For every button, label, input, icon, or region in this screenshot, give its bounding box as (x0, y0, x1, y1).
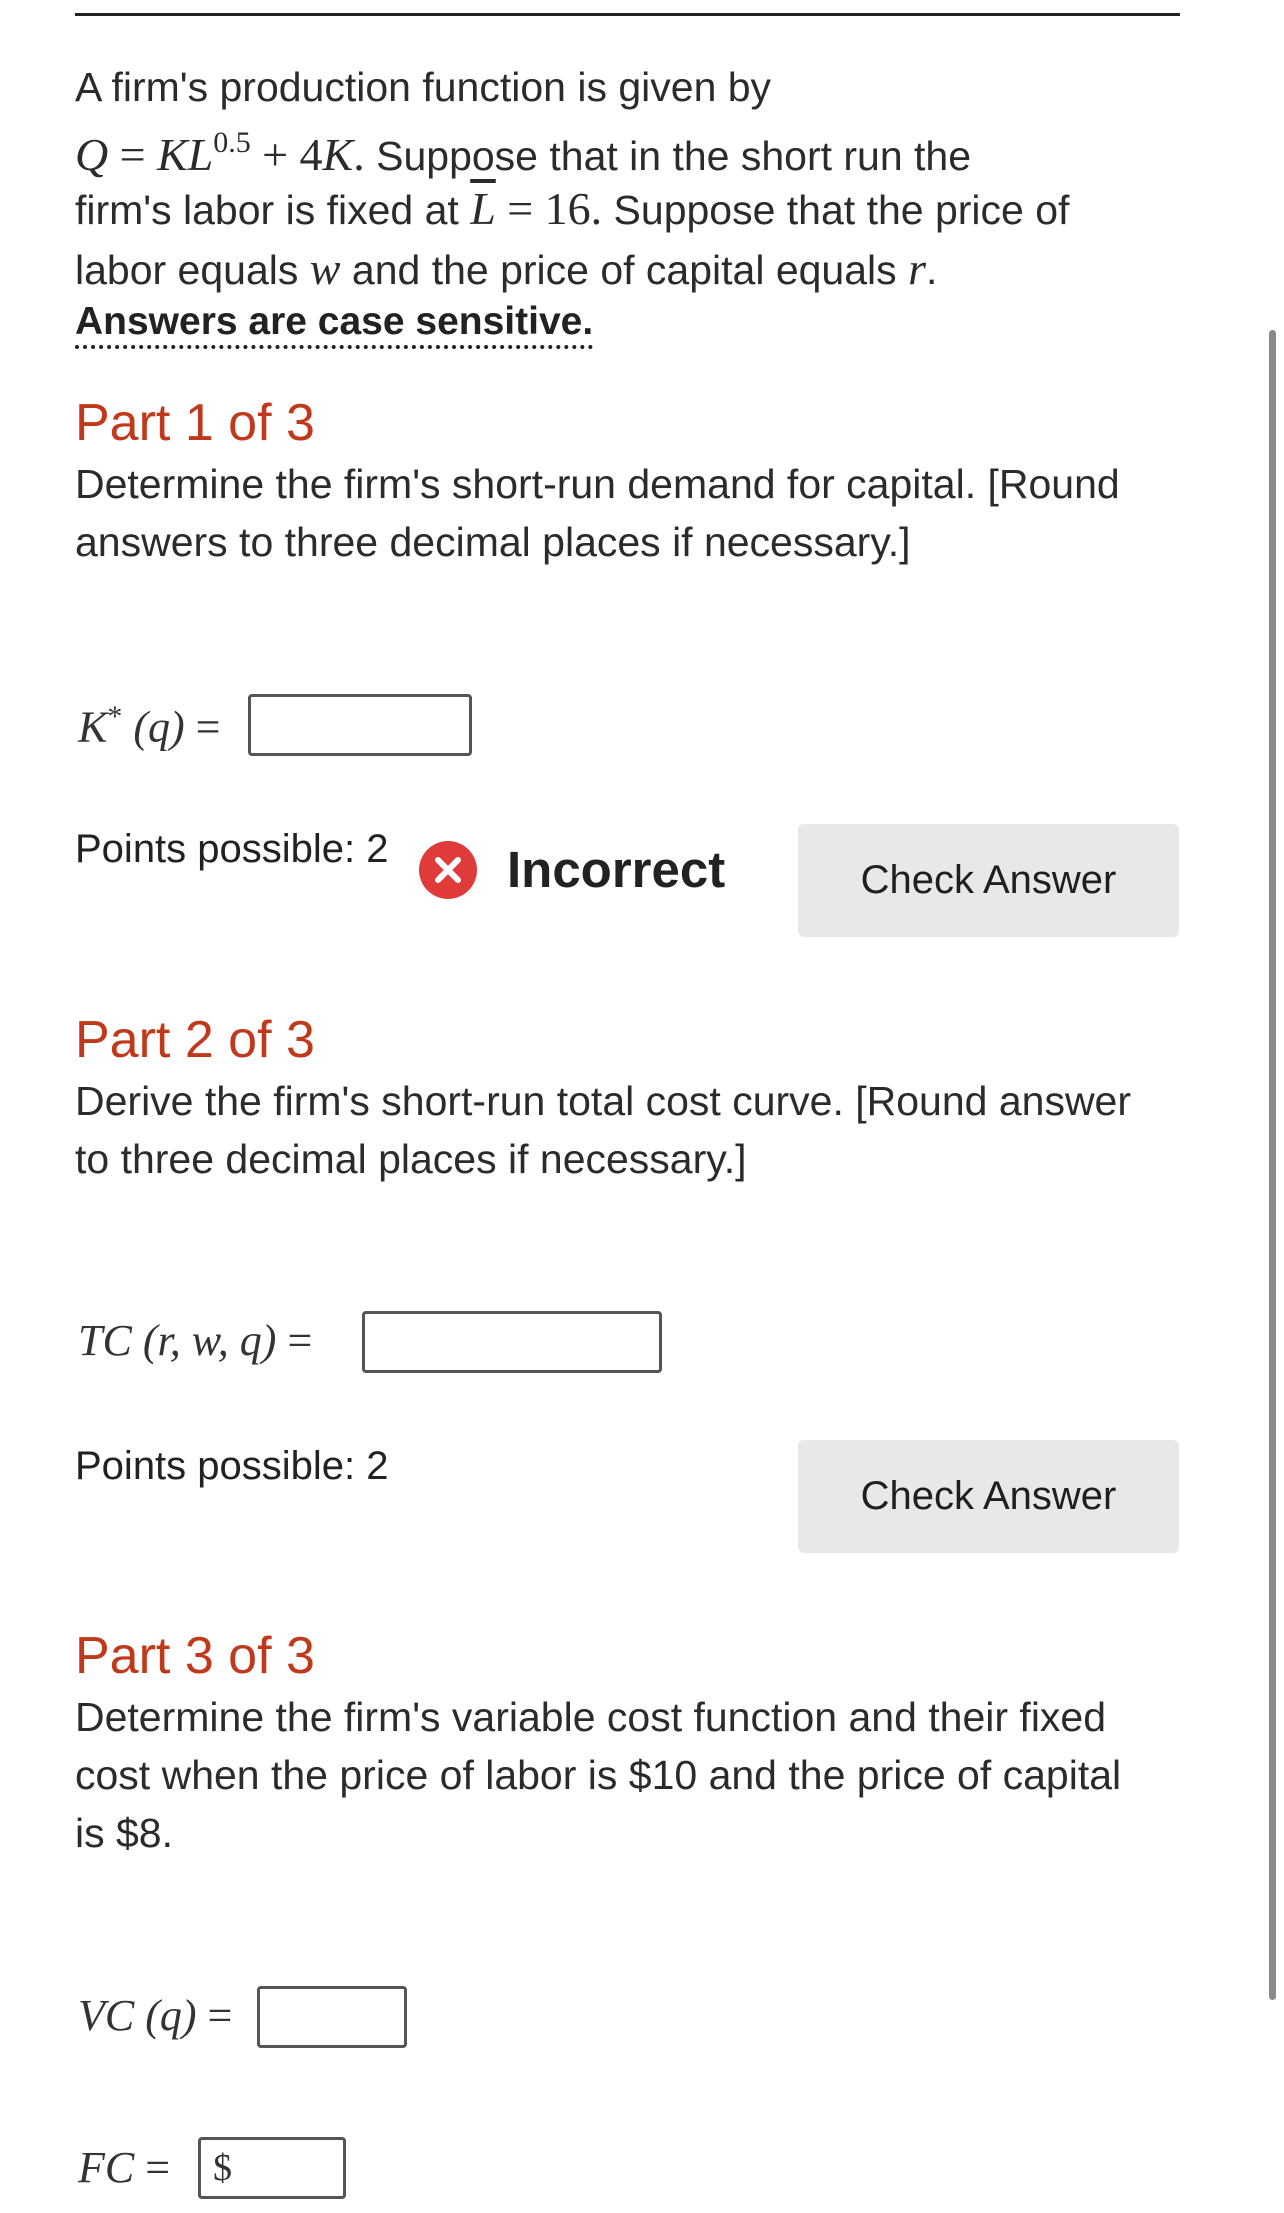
part-1-title: Part 1 of 3 (75, 394, 315, 452)
x-circle-icon (419, 841, 477, 899)
vc-equation (78, 1990, 232, 2041)
eq-equals: = (287, 1316, 313, 1365)
part-1-text-1: Determine the firm's short-run demand for capital. [Round (75, 461, 1120, 507)
part-2-text-1: Derive the firm's short-run total cost curve. [Round answer (75, 1078, 1132, 1124)
part-1-status: Incorrect (507, 841, 726, 898)
vc-answer-input[interactable] (257, 1986, 407, 2048)
part-2-check-answer-button[interactable]: Check Answer (798, 1440, 1179, 1553)
case-note-text: Answers are case sensitive. (75, 300, 593, 349)
eq-equals: = (145, 2143, 171, 2192)
intro-text-3a: firm's labor is fixed at (75, 187, 459, 233)
part-1-text-2: answers to three decimal places if necessary.] (75, 519, 911, 565)
eq-vc: VC (78, 1991, 135, 2040)
part-3-text-3: is $8. (75, 1810, 173, 1856)
eq-period: . (353, 129, 365, 180)
dollar-prefix: $ (213, 2147, 232, 2189)
intro-text-3b: Suppose that the price of (613, 187, 1070, 233)
intro-line-4 (75, 240, 937, 299)
part-3-text-2: cost when the price of labor is $10 and the price of capital (75, 1752, 1122, 1798)
eq-equals: = (195, 702, 221, 752)
eq-arg: (q) (145, 1991, 197, 2040)
part-2-equation (78, 1315, 312, 1366)
part-2-title: Part 2 of 3 (75, 1011, 315, 1069)
eq-tc: TC (78, 1316, 132, 1365)
eq-lbar: $\overline{L}$ (470, 183, 496, 234)
part-1-equation (78, 700, 221, 753)
part-1-points: Points possible: 2 (75, 827, 389, 871)
intro-line-3 (75, 180, 1069, 239)
intro-text-4b: and the price of capital equals (351, 247, 897, 293)
intro-text: A firm's production function is given by (75, 64, 772, 110)
part-3-title: Part 3 of 3 (75, 1627, 315, 1685)
case-note (75, 300, 593, 344)
eq-equals: = (207, 1991, 233, 2040)
eq-exponent: 0.5 (213, 126, 251, 159)
eq-kl: KL (157, 129, 214, 180)
part-2-points: Points possible: 2 (75, 1444, 389, 1488)
intro-line-2: $Q = KL^{0.5} + 4K$. Suppose that in the short run the (75, 126, 972, 180)
intro-text-2: Suppose that in the short run the (376, 133, 972, 179)
eq-w: w (309, 243, 341, 294)
part-3-text-1: Determine the firm's variable cost function and their fixed (75, 1694, 1107, 1740)
part-1-answer-input[interactable] (248, 694, 472, 756)
intro-period: . (925, 247, 938, 293)
eq-arg: (r, w, q) (142, 1316, 277, 1365)
eq-star: * (107, 700, 123, 733)
eq-l-value: = 16. (507, 183, 603, 234)
part-1-check-answer-button[interactable]: Check Answer (798, 824, 1179, 937)
fc-equation (78, 2142, 170, 2193)
eq-q: Q (75, 129, 109, 180)
top-divider (75, 13, 1180, 16)
eq-k: K (78, 702, 108, 752)
intro-text-4a: labor equals (75, 247, 299, 293)
part-2-text-2: to three decimal places if necessary.] (75, 1136, 747, 1182)
part-2-answer-input[interactable] (362, 1311, 662, 1373)
eq-r: r (908, 243, 926, 294)
eq-arg: (q) (133, 702, 185, 752)
scrollbar[interactable] (1269, 330, 1276, 2000)
eq-equals: = (119, 129, 146, 180)
eq-plus: + (262, 129, 289, 180)
intro-line-1 (75, 58, 771, 116)
eq-fc: FC (78, 2143, 135, 2192)
fc-answer-input[interactable] (198, 2137, 346, 2199)
